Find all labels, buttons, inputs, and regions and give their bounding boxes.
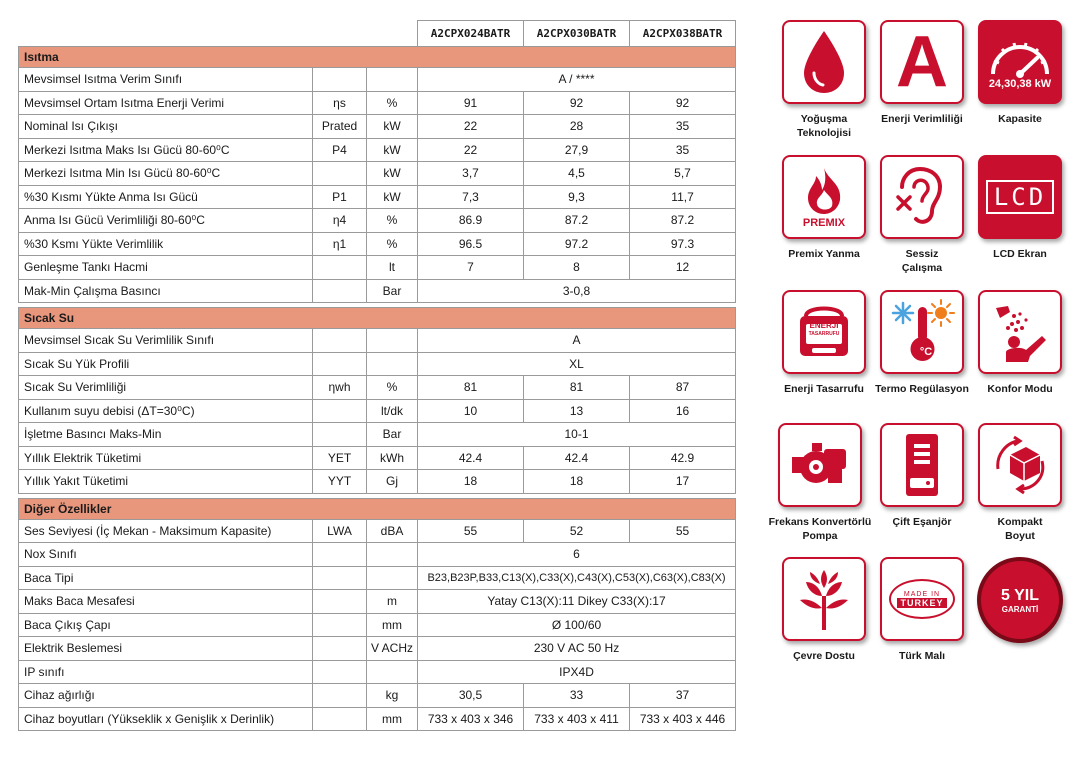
spec-unit: Bar	[367, 279, 418, 303]
spec-unit	[367, 566, 418, 590]
spec-row	[19, 185, 736, 209]
spec-value: 9,3	[524, 185, 630, 209]
spec-unit: lt	[367, 256, 418, 280]
spec-row	[19, 209, 736, 233]
spec-unit: %	[367, 232, 418, 256]
pump-icon	[788, 435, 852, 495]
spec-value: 81	[524, 376, 630, 400]
spec-symbol	[313, 352, 367, 376]
label-cevre: Çevre Dostu	[793, 650, 855, 662]
spec-label: İşletme Basıncı Maks-Min	[19, 423, 313, 447]
spec-row	[19, 162, 736, 186]
ear-icon	[892, 165, 952, 229]
lcd-screen-icon	[986, 180, 1054, 214]
section-header-row	[19, 308, 736, 329]
spec-value: 22	[418, 138, 524, 162]
feature-pompa	[764, 423, 876, 543]
spec-label: Merkezi Isıtma Maks Isı Gücü 80-60⁰C	[19, 138, 313, 162]
section-title: Isıtma	[19, 47, 736, 68]
spec-row	[19, 115, 736, 139]
spec-symbol: η1	[313, 232, 367, 256]
spec-symbol	[313, 543, 367, 567]
model-header-row	[19, 21, 736, 47]
model-header: A2CPX030BATR	[524, 21, 630, 47]
spec-row	[19, 256, 736, 280]
energy-saving-tag2: TASARRUFU	[808, 331, 840, 337]
spec-row	[19, 423, 736, 447]
spec-row	[19, 352, 736, 376]
label-enerji: Enerji Verimliliği	[881, 113, 963, 125]
spec-unit: V ACHz	[367, 637, 418, 661]
tile-kompakt	[978, 423, 1062, 507]
spec-label: Cihaz ağırlığı	[19, 684, 313, 708]
spec-value: 27,9	[524, 138, 630, 162]
spec-unit: kW	[367, 185, 418, 209]
spec-value-span: 6	[418, 543, 736, 567]
spec-unit: %	[367, 376, 418, 400]
spec-value: 18	[418, 470, 524, 494]
spec-symbol	[313, 590, 367, 614]
spec-value: 13	[524, 399, 630, 423]
spec-value: 7	[418, 256, 524, 280]
feature-tasarruf	[774, 290, 874, 396]
spec-label: Mevsimsel Ortam Isıtma Enerji Verimi	[19, 91, 313, 115]
spec-unit	[367, 329, 418, 353]
spec-row	[19, 329, 736, 353]
spec-value: 4,5	[524, 162, 630, 186]
spec-value: 28	[524, 115, 630, 139]
feature-enerji	[872, 20, 972, 126]
spec-value: 87.2	[524, 209, 630, 233]
spec-value-span: 3-0,8	[418, 279, 736, 303]
spec-value: 16	[630, 399, 736, 423]
spec-unit: %	[367, 209, 418, 233]
tile-termo	[880, 290, 964, 374]
feature-konfor	[970, 290, 1070, 396]
label-konfor: Konfor Modu	[987, 383, 1053, 395]
spec-symbol: ηwh	[313, 376, 367, 400]
spec-value-span: A	[418, 329, 736, 353]
premix-tag: PREMIX	[802, 216, 846, 229]
spec-table	[18, 20, 736, 731]
spec-value-span: IPX4D	[418, 660, 736, 684]
spec-value-span: Ø 100/60	[418, 613, 736, 637]
spec-row	[19, 446, 736, 470]
tile-enerji	[880, 20, 964, 104]
spec-symbol	[313, 256, 367, 280]
spec-unit: kg	[367, 684, 418, 708]
spec-row	[19, 138, 736, 162]
spec-value-span: 230 V AC 50 Hz	[418, 637, 736, 661]
label-premix: Premix Yanma	[788, 248, 860, 260]
spec-row	[19, 543, 736, 567]
section-title: Sıcak Su	[19, 308, 736, 329]
spec-symbol	[313, 399, 367, 423]
spec-value: 35	[630, 138, 736, 162]
warranty-text: GARANTİ	[1001, 604, 1039, 614]
spec-symbol: Prated	[313, 115, 367, 139]
spec-row	[19, 707, 736, 731]
spec-value: 87.2	[630, 209, 736, 233]
spec-row	[19, 566, 736, 590]
spec-label: Yıllık Yakıt Tüketimi	[19, 470, 313, 494]
spec-symbol: YET	[313, 446, 367, 470]
spec-row	[19, 637, 736, 661]
spec-label: Merkezi Isıtma Min Isı Gücü 80-60⁰C	[19, 162, 313, 186]
flame-icon	[802, 166, 846, 216]
feature-kapasite	[970, 20, 1070, 126]
spec-unit: dBA	[367, 519, 418, 543]
spec-value: 5,7	[630, 162, 736, 186]
spec-symbol	[313, 660, 367, 684]
spec-unit: mm	[367, 613, 418, 637]
energy-a-icon: A	[896, 22, 948, 102]
spec-value: 55	[630, 519, 736, 543]
spec-value-span: A / ****	[418, 68, 736, 92]
spec-unit: Bar	[367, 423, 418, 447]
spec-label: Baca Tipi	[19, 566, 313, 590]
spec-value: 17	[630, 470, 736, 494]
spec-unit: Gj	[367, 470, 418, 494]
spec-value-span: Yatay C13(X):11 Dikey C33(X):17	[418, 590, 736, 614]
spec-label: Elektrik Beslemesi	[19, 637, 313, 661]
energy-saving-tag1: ENERJİ	[809, 321, 839, 330]
water-drop-icon	[794, 27, 854, 97]
label-lcd: LCD Ekran	[993, 248, 1047, 260]
spec-label: Baca Çıkış Çapı	[19, 613, 313, 637]
spec-symbol	[313, 423, 367, 447]
spec-value: 92	[630, 91, 736, 115]
spec-unit	[367, 352, 418, 376]
spec-value: 10	[418, 399, 524, 423]
model-header-blank	[19, 21, 418, 47]
spec-value: 91	[418, 91, 524, 115]
tile-turk	[880, 557, 964, 641]
turkey-text: TURKEY	[897, 598, 946, 608]
compact-box-icon	[988, 433, 1052, 497]
spec-row	[19, 660, 736, 684]
spec-symbol	[313, 329, 367, 353]
label-termo: Termo Regülasyon	[875, 383, 969, 395]
spec-symbol	[313, 279, 367, 303]
spec-unit	[367, 68, 418, 92]
spec-value: 30,5	[418, 684, 524, 708]
feature-garanti	[970, 557, 1070, 643]
spec-unit	[367, 543, 418, 567]
spec-label: Mevsimsel Isıtma Verim Sınıfı	[19, 68, 313, 92]
section-header-row	[19, 47, 736, 68]
feature-sessiz	[872, 155, 972, 275]
spec-row	[19, 470, 736, 494]
spec-value: 22	[418, 115, 524, 139]
spec-symbol	[313, 566, 367, 590]
feature-yogusma	[774, 20, 874, 140]
spec-value: 97.3	[630, 232, 736, 256]
spec-label: Anma Isı Gücü Verimliliği 80-60⁰C	[19, 209, 313, 233]
spec-symbol: P1	[313, 185, 367, 209]
spec-value: 12	[630, 256, 736, 280]
spec-value: 96.5	[418, 232, 524, 256]
spec-unit: %	[367, 91, 418, 115]
spec-value-span: B23,B23P,B33,C13(X),C33(X),C43(X),C53(X),C63(X),C83(X)	[418, 566, 736, 590]
spec-row	[19, 684, 736, 708]
spec-unit: kW	[367, 162, 418, 186]
made-in-text: MADE IN	[903, 590, 941, 598]
spec-symbol: YYT	[313, 470, 367, 494]
model-header: A2CPX024BATR	[418, 21, 524, 47]
feature-kompakt	[970, 423, 1070, 543]
feature-esanjor	[872, 423, 972, 529]
spec-value: 92	[524, 91, 630, 115]
spec-value: 7,3	[418, 185, 524, 209]
label-pompa: Frekans Konvertörlü Pompa	[768, 516, 872, 542]
spec-symbol	[313, 613, 367, 637]
spec-label: %30 Ksmı Yükte Verimlilik	[19, 232, 313, 256]
spec-label: Kullanım suyu debisi (ΔT=30⁰C)	[19, 399, 313, 423]
spec-label: Maks Baca Mesafesi	[19, 590, 313, 614]
label-kapasite: Kapasite	[998, 113, 1042, 125]
spec-value: 42.4	[418, 446, 524, 470]
spec-symbol	[313, 684, 367, 708]
spec-value: 733 x 403 x 346	[418, 707, 524, 731]
spec-value: 97.2	[524, 232, 630, 256]
spec-label: Genleşme Tankı Hacmi	[19, 256, 313, 280]
spec-row	[19, 399, 736, 423]
tile-yogusma	[782, 20, 866, 104]
spec-row	[19, 519, 736, 543]
spec-label: Nominal Isı Çıkışı	[19, 115, 313, 139]
warranty-years: 5 YIL	[1001, 586, 1039, 604]
spec-row	[19, 590, 736, 614]
spec-label: Ses Seviyesi (İç Mekan - Maksimum Kapasite)	[19, 519, 313, 543]
label-kompakt: Kompakt Boyut	[997, 516, 1043, 542]
label-tasarruf: Enerji Tasarrufu	[784, 383, 864, 395]
tile-cevre	[782, 557, 866, 641]
spec-value: 87	[630, 376, 736, 400]
spec-symbol	[313, 707, 367, 731]
spec-row	[19, 68, 736, 92]
model-header: A2CPX038BATR	[630, 21, 736, 47]
label-esanjor: Çift Eşanjör	[892, 516, 952, 528]
termo-unit: °C	[919, 346, 933, 358]
spec-row	[19, 91, 736, 115]
spec-value: 35	[630, 115, 736, 139]
spec-value: 3,7	[418, 162, 524, 186]
spec-label: Cihaz boyutları (Yükseklik x Genişlik x Derinlik)	[19, 707, 313, 731]
tile-sessiz	[880, 155, 964, 239]
spec-unit: lt/dk	[367, 399, 418, 423]
label-sessiz: Sessiz Çalışma	[901, 248, 943, 274]
tile-esanjor	[880, 423, 964, 507]
spec-row	[19, 232, 736, 256]
label-turk: Türk Malı	[898, 650, 946, 662]
tile-premix	[782, 155, 866, 239]
spec-label: %30 Kısmı Yükte Anma Isı Gücü	[19, 185, 313, 209]
spec-label: Yıllık Elektrik Tüketimi	[19, 446, 313, 470]
spec-table-body	[19, 21, 736, 731]
lcd-text: LCD	[993, 183, 1047, 211]
tile-pompa	[778, 423, 862, 507]
feature-termo	[872, 290, 972, 396]
label-yogusma: Yoğuşma Teknolojisi	[796, 113, 852, 139]
spec-label: Mevsimsel Sıcak Su Verimlilik Sınıfı	[19, 329, 313, 353]
spec-value: 18	[524, 470, 630, 494]
spec-symbol	[313, 162, 367, 186]
gauge-icon	[985, 34, 1055, 78]
spec-unit: kW	[367, 115, 418, 139]
spec-value: 33	[524, 684, 630, 708]
spec-value: 81	[418, 376, 524, 400]
spec-value: 52	[524, 519, 630, 543]
feature-premix	[774, 155, 874, 261]
spec-value: 733 x 403 x 446	[630, 707, 736, 731]
tile-lcd	[978, 155, 1062, 239]
spec-row	[19, 613, 736, 637]
section-header-row	[19, 498, 736, 519]
spec-label: IP sınıfı	[19, 660, 313, 684]
spec-symbol: LWA	[313, 519, 367, 543]
spec-unit: m	[367, 590, 418, 614]
spec-symbol: P4	[313, 138, 367, 162]
spec-value: 733 x 403 x 411	[524, 707, 630, 731]
made-in-turkey-seal	[889, 579, 955, 619]
spec-label: Sıcak Su Verimliliği	[19, 376, 313, 400]
spec-value: 42.4	[524, 446, 630, 470]
tree-icon	[794, 566, 854, 632]
spec-value-span: XL	[418, 352, 736, 376]
tile-konfor	[978, 290, 1062, 374]
spec-value: 8	[524, 256, 630, 280]
tile-tasarruf	[782, 290, 866, 374]
spec-symbol: η4	[313, 209, 367, 233]
feature-lcd	[970, 155, 1070, 261]
feature-cevre	[774, 557, 874, 663]
spec-value: 11,7	[630, 185, 736, 209]
energy-saving-label-box	[806, 322, 842, 338]
section-title: Diğer Özellikler	[19, 498, 736, 519]
spec-row	[19, 279, 736, 303]
spec-value: 37	[630, 684, 736, 708]
spec-row	[19, 376, 736, 400]
spec-value: 86.9	[418, 209, 524, 233]
spec-unit	[367, 660, 418, 684]
boiler-icon	[898, 432, 946, 498]
spec-label: Nox Sınıfı	[19, 543, 313, 567]
shower-icon	[988, 300, 1052, 364]
spec-value: 42.9	[630, 446, 736, 470]
spec-value-span: 10-1	[418, 423, 736, 447]
spec-label: Sıcak Su Yük Profili	[19, 352, 313, 376]
spec-value: 55	[418, 519, 524, 543]
feature-turk	[872, 557, 972, 663]
spec-label: Mak-Min Çalışma Basıncı	[19, 279, 313, 303]
spec-unit: mm	[367, 707, 418, 731]
capacity-kw-text: 24,30,38 kW	[988, 78, 1052, 90]
spec-symbol	[313, 68, 367, 92]
spec-unit: kWh	[367, 446, 418, 470]
spec-symbol: ηs	[313, 91, 367, 115]
spec-unit: kW	[367, 138, 418, 162]
spec-symbol	[313, 637, 367, 661]
tile-kapasite	[978, 20, 1062, 104]
warranty-badge-icon	[977, 557, 1063, 643]
